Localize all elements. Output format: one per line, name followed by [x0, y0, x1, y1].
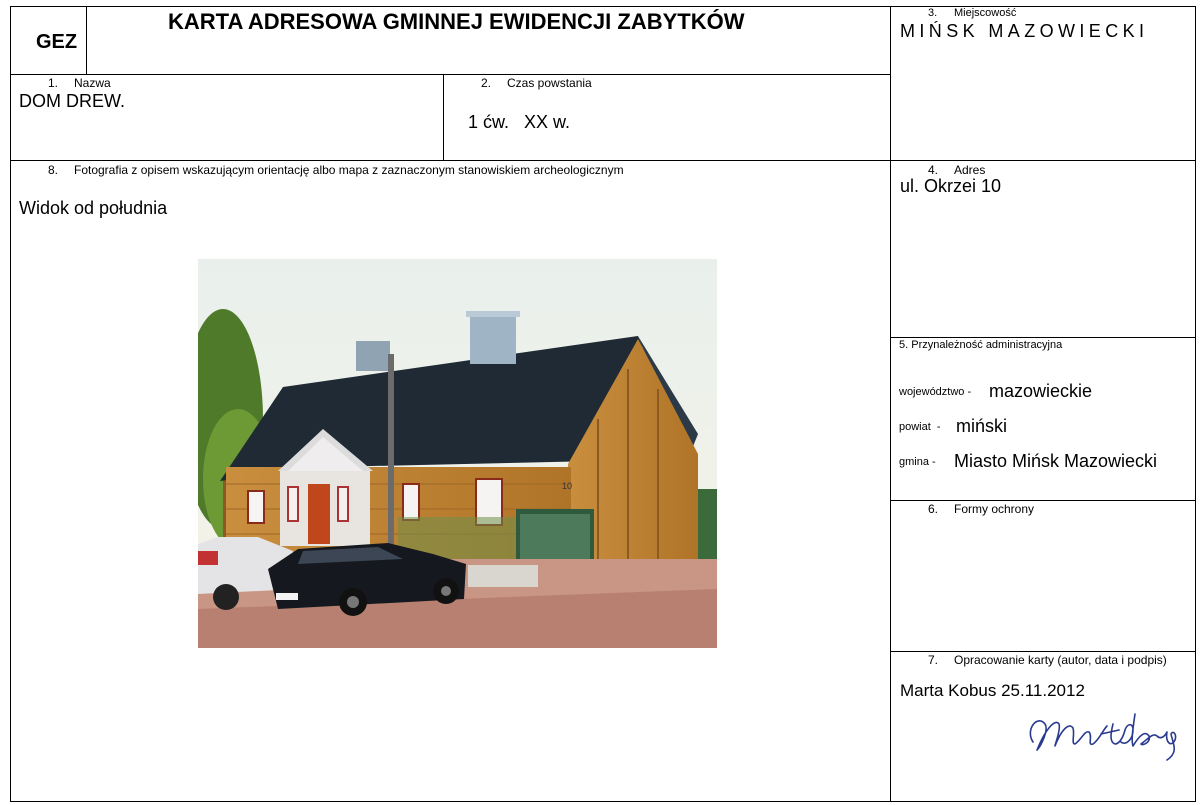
field-6-label: Formy ochrony	[954, 502, 1035, 516]
photo-description: Widok od południa	[19, 198, 168, 218]
locality-value: MIŃSK MAZOWIECKI	[900, 21, 1149, 41]
house-number-plate: 10	[562, 481, 573, 491]
address-value: ul. Okrzei 10	[900, 176, 1002, 196]
field-4-label: Adres	[954, 163, 986, 177]
gez-code: GEZ	[36, 31, 78, 53]
field-6-number: 6.	[928, 502, 939, 516]
card-title: KARTA ADRESOWA GMINNEJ EWIDENCJI ZABYTKÓW	[168, 9, 745, 34]
field-3-number: 3.	[928, 7, 938, 19]
handwritten-signature	[1015, 700, 1185, 775]
date-value: 1 ćw. XX w.	[468, 112, 571, 132]
divider-gez	[86, 6, 87, 74]
field-3-label: Miejscowość	[954, 7, 1017, 19]
voivodeship-value: mazowieckie	[989, 381, 1093, 401]
field-7-label: Opracowanie karty (autor, data i podpis)	[954, 653, 1167, 667]
county-label: powiat -	[899, 421, 941, 433]
field-1-number: 1.	[48, 76, 59, 90]
field-2-label: Czas powstania	[507, 76, 592, 90]
divider-admin-top	[890, 337, 1196, 338]
commune-label: gmina -	[899, 456, 936, 468]
name-value: DOM DREW.	[19, 91, 125, 111]
divider-photo-top	[10, 160, 1196, 161]
author-value: Marta Kobus 25.11.2012	[900, 681, 1085, 700]
divider-right-column	[890, 6, 891, 802]
field-8-label: Fotografia z opisem wskazującym orientację albo mapa z zaznaczonym stanowiskiem archeologicznym	[74, 163, 624, 177]
field-4-number: 4.	[928, 163, 939, 177]
county-value: miński	[956, 416, 1008, 436]
field-2-number: 2.	[481, 76, 492, 90]
field-1-label: Nazwa	[74, 76, 111, 90]
divider-author-top	[890, 651, 1196, 652]
house-photo	[198, 259, 717, 648]
divider-header	[10, 74, 890, 75]
field-8-number: 8.	[48, 163, 59, 177]
commune-value: Miasto Mińsk Mazowiecki	[954, 451, 1158, 471]
field-5-label: 5. Przynależność administracyjna	[899, 339, 1063, 351]
voivodeship-label: województwo -	[899, 386, 972, 398]
divider-name-date	[443, 74, 444, 160]
divider-protection-top	[890, 500, 1196, 501]
field-7-number: 7.	[928, 653, 939, 667]
